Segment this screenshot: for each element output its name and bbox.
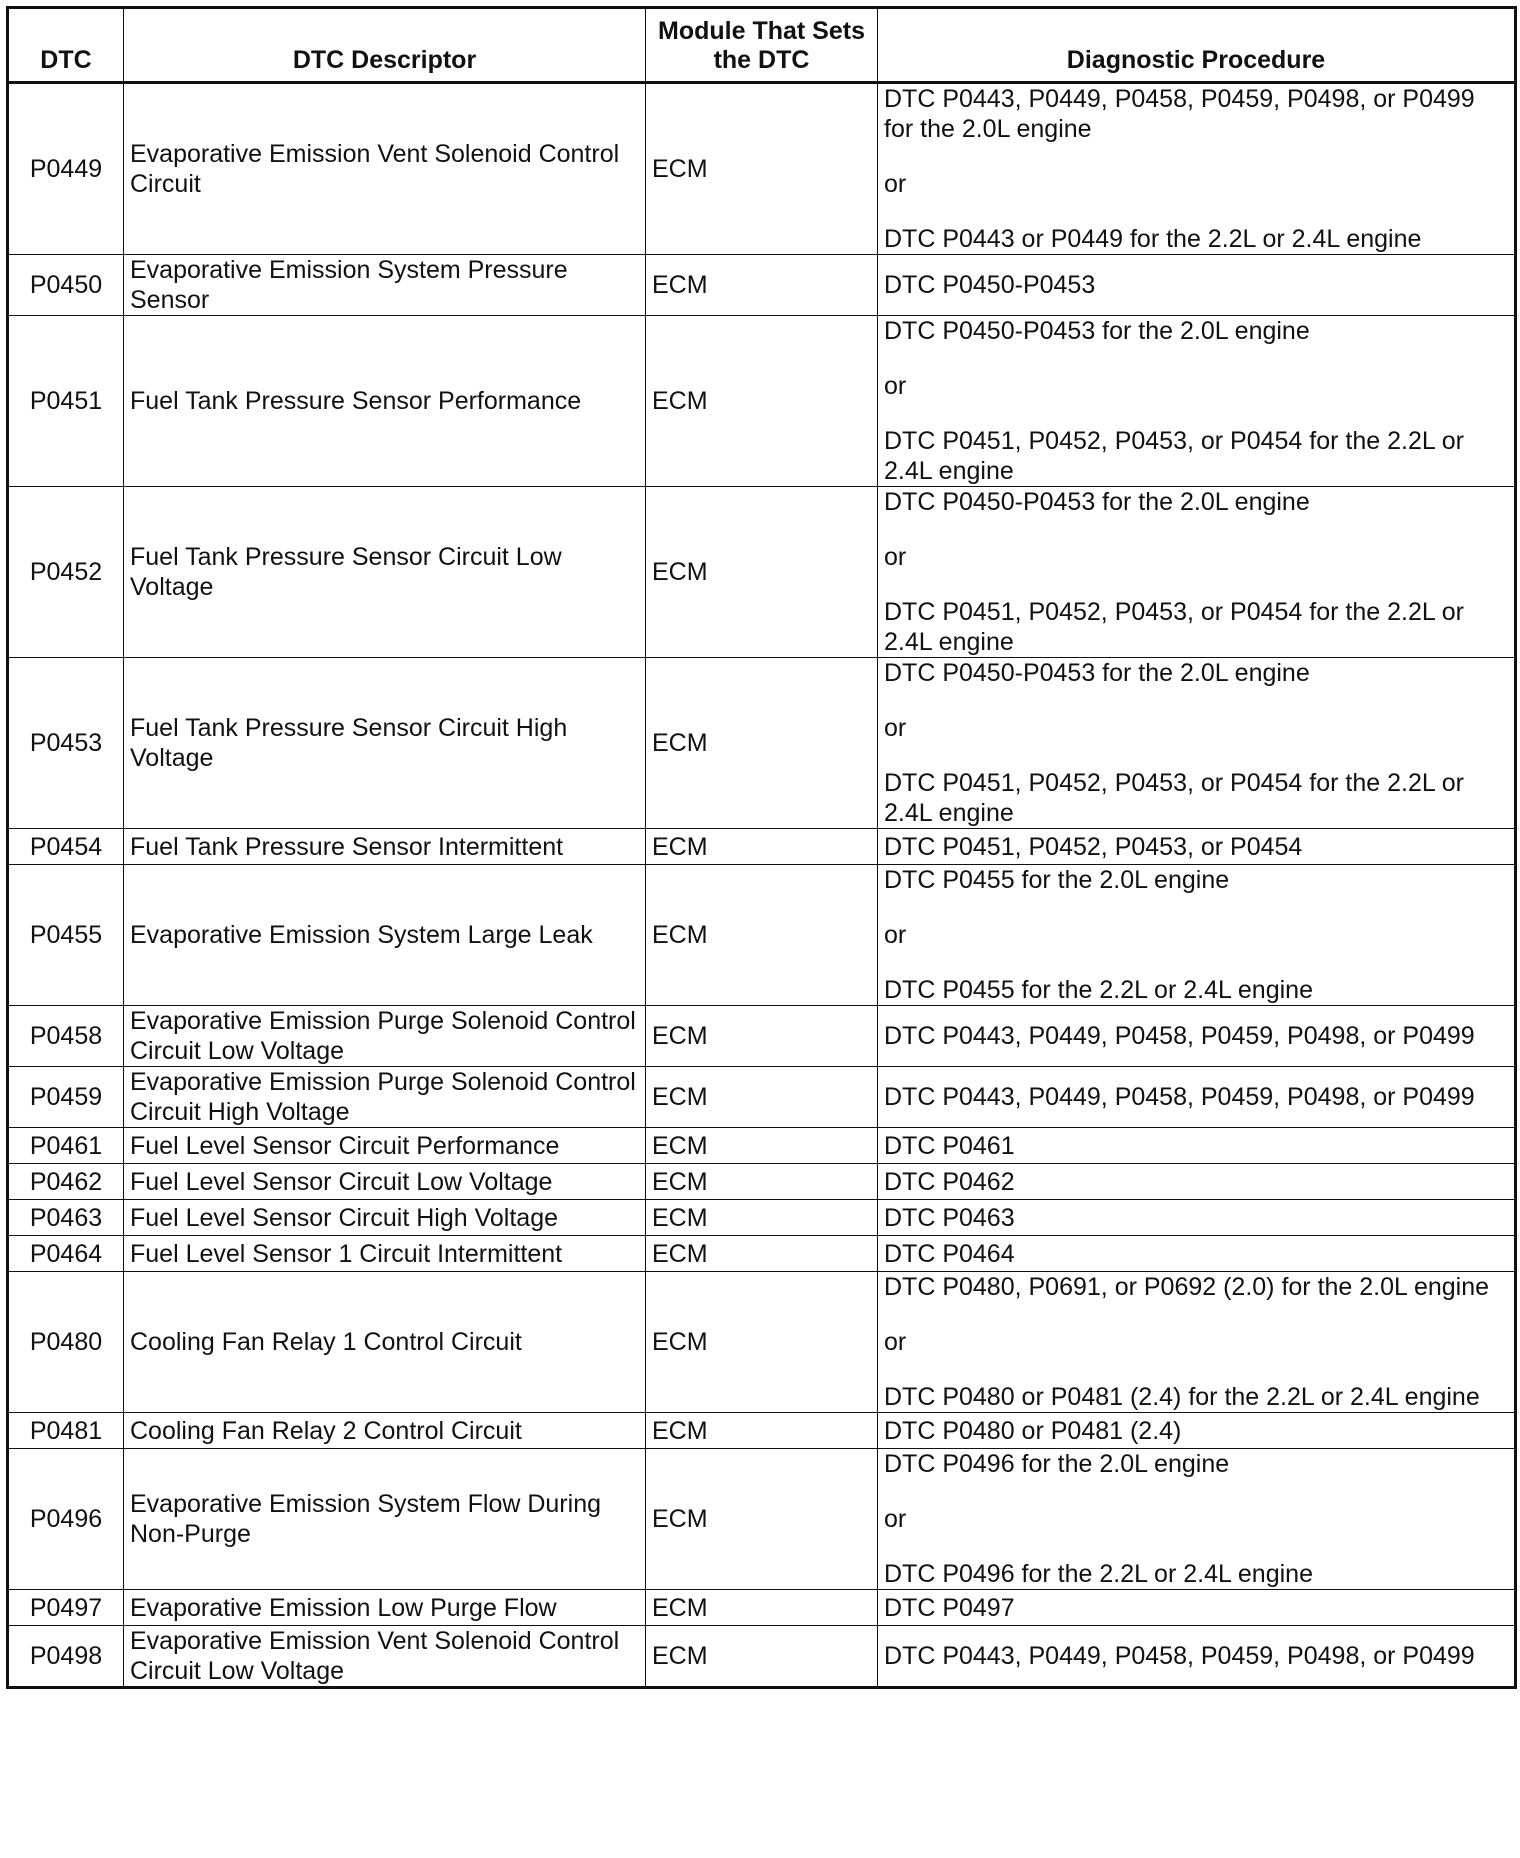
table-row: [8, 1006, 1516, 1067]
paragraph-gap: [884, 346, 1508, 371]
dtc-code-cell: P0451: [8, 316, 124, 487]
table-row: [8, 1449, 1516, 1590]
dtc-code-cell: P0454: [8, 829, 124, 865]
dtc-descriptor-cell: Cooling Fan Relay 2 Control Circuit: [124, 1413, 646, 1449]
procedure-line: DTC P0443, P0449, P0458, P0459, P0498, or P0499 for the 2.0L engine: [884, 85, 1475, 143]
dtc-code-cell: P0458: [8, 1006, 124, 1067]
module-cell: ECM: [646, 1067, 878, 1128]
dtc-descriptor-cell: Cooling Fan Relay 1 Control Circuit: [124, 1272, 646, 1413]
dtc-code-cell: P0463: [8, 1200, 124, 1236]
diagnostic-procedure-cell: [878, 829, 1516, 865]
procedure-line: DTC P0450-P0453 for the 2.0L engine: [884, 488, 1310, 516]
table-row: [8, 658, 1516, 829]
dtc-code-cell: P0462: [8, 1164, 124, 1200]
dtc-code-cell: P0498: [8, 1626, 124, 1688]
diagnostic-procedure-cell: [878, 1236, 1516, 1272]
module-cell: ECM: [646, 255, 878, 316]
module-cell: ECM: [646, 658, 878, 829]
dtc-code-cell: P0449: [8, 83, 124, 255]
procedure-line: DTC P0450-P0453 for the 2.0L engine: [884, 317, 1310, 345]
module-cell: ECM: [646, 487, 878, 658]
paragraph-gap: [884, 688, 1508, 713]
table-row: [8, 316, 1516, 487]
diagnostic-procedure-cell: [878, 83, 1516, 255]
dtc-code-cell: P0455: [8, 865, 124, 1006]
table-row: [8, 1413, 1516, 1449]
procedure-line: DTC P0451, P0452, P0453, or P0454 for the 2.2L or 2.4L engine: [884, 769, 1465, 827]
table-row: [8, 1200, 1516, 1236]
paragraph-gap: [884, 1534, 1508, 1559]
header-procedure: Diagnostic Procedure: [878, 8, 1516, 83]
dtc-descriptor-cell: Fuel Tank Pressure Sensor Intermittent: [124, 829, 646, 865]
dtc-descriptor-cell: Fuel Tank Pressure Sensor Circuit High Voltage: [124, 658, 646, 829]
diagnostic-procedure-cell: [878, 1449, 1516, 1590]
module-cell: ECM: [646, 1006, 878, 1067]
dtc-code-cell: P0453: [8, 658, 124, 829]
dtc-descriptor-cell: Evaporative Emission Purge Solenoid Control Circuit High Voltage: [124, 1067, 646, 1128]
procedure-or-separator: or: [884, 1505, 907, 1533]
paragraph-gap: [884, 1357, 1508, 1382]
diagnostic-procedure-cell: [878, 1067, 1516, 1128]
diagnostic-procedure-cell: [878, 1413, 1516, 1449]
paragraph-gap: [884, 950, 1508, 975]
diagnostic-procedure-cell: [878, 1164, 1516, 1200]
module-cell: ECM: [646, 829, 878, 865]
module-cell: ECM: [646, 1200, 878, 1236]
dtc-descriptor-cell: Evaporative Emission System Flow During Non-Purge: [124, 1449, 646, 1590]
procedure-or-separator: or: [884, 170, 907, 198]
header-module: Module That Sets the DTC: [646, 8, 878, 83]
diagnostic-procedure-cell: [878, 658, 1516, 829]
table-row: [8, 487, 1516, 658]
paragraph-gap: [884, 144, 1508, 169]
header-row: [8, 8, 1516, 83]
diagnostic-procedure-cell: [878, 1200, 1516, 1236]
table-row: [8, 829, 1516, 865]
table-row: [8, 1590, 1516, 1626]
procedure-line: DTC P0462: [884, 1167, 1015, 1196]
module-cell: ECM: [646, 316, 878, 487]
table-row: [8, 83, 1516, 255]
dtc-code-cell: P0459: [8, 1067, 124, 1128]
procedure-or-separator: or: [884, 1328, 907, 1356]
paragraph-gap: [884, 401, 1508, 426]
module-cell: ECM: [646, 83, 878, 255]
procedure-line: DTC P0497: [884, 1593, 1015, 1622]
procedure-line: DTC P0450-P0453: [884, 271, 1096, 299]
procedure-line: DTC P0455 for the 2.0L engine: [884, 866, 1230, 894]
dtc-code-cell: P0481: [8, 1413, 124, 1449]
module-cell: ECM: [646, 1272, 878, 1413]
table-row: [8, 1626, 1516, 1688]
dtc-descriptor-cell: Evaporative Emission Purge Solenoid Control Circuit Low Voltage: [124, 1006, 646, 1067]
diagnostic-procedure-cell: [878, 487, 1516, 658]
paragraph-gap: [884, 1479, 1508, 1504]
procedure-line: DTC P0450-P0453 for the 2.0L engine: [884, 659, 1310, 687]
procedure-line: DTC P0443 or P0449 for the 2.2L or 2.4L engine: [884, 225, 1422, 253]
procedure-or-separator: or: [884, 714, 907, 742]
procedure-line: DTC P0463: [884, 1203, 1015, 1232]
dtc-descriptor-cell: Evaporative Emission System Pressure Sensor: [124, 255, 646, 316]
procedure-line: DTC P0451, P0452, P0453, or P0454 for the 2.2L or 2.4L engine: [884, 427, 1465, 485]
dtc-table: [6, 6, 1517, 1689]
procedure-line: DTC P0464: [884, 1239, 1015, 1268]
header-dtc: DTC: [8, 8, 124, 83]
dtc-code-cell: P0461: [8, 1128, 124, 1164]
dtc-descriptor-cell: Fuel Level Sensor Circuit Performance: [124, 1128, 646, 1164]
diagnostic-procedure-cell: [878, 1272, 1516, 1413]
dtc-code-cell: P0464: [8, 1236, 124, 1272]
dtc-descriptor-cell: Fuel Level Sensor 1 Circuit Intermittent: [124, 1236, 646, 1272]
module-cell: ECM: [646, 1413, 878, 1449]
procedure-line: DTC P0443, P0449, P0458, P0459, P0498, or P0499: [884, 1022, 1475, 1050]
table-row: [8, 255, 1516, 316]
table-row: [8, 1236, 1516, 1272]
procedure-line: DTC P0496 for the 2.2L or 2.4L engine: [884, 1560, 1313, 1588]
procedure-line: DTC P0443, P0449, P0458, P0459, P0498, or P0499: [884, 1083, 1475, 1111]
table-row: [8, 865, 1516, 1006]
dtc-code-cell: P0480: [8, 1272, 124, 1413]
module-cell: ECM: [646, 1626, 878, 1688]
dtc-descriptor-cell: Fuel Level Sensor Circuit Low Voltage: [124, 1164, 646, 1200]
paragraph-gap: [884, 199, 1508, 224]
paragraph-gap: [884, 895, 1508, 920]
procedure-line: DTC P0443, P0449, P0458, P0459, P0498, or P0499: [884, 1642, 1475, 1670]
module-cell: ECM: [646, 1128, 878, 1164]
procedure-line: DTC P0461: [884, 1131, 1015, 1160]
procedure-or-separator: or: [884, 921, 907, 949]
table-row: [8, 1164, 1516, 1200]
diagnostic-procedure-cell: [878, 1128, 1516, 1164]
dtc-descriptor-cell: Evaporative Emission System Large Leak: [124, 865, 646, 1006]
dtc-descriptor-cell: Evaporative Emission Vent Solenoid Control Circuit: [124, 83, 646, 255]
paragraph-gap: [884, 517, 1508, 542]
procedure-line: DTC P0496 for the 2.0L engine: [884, 1450, 1230, 1478]
diagnostic-procedure-cell: [878, 1006, 1516, 1067]
dtc-code-cell: P0450: [8, 255, 124, 316]
procedure-line: DTC P0480, P0691, or P0692 (2.0) for the 2.0L engine: [884, 1273, 1490, 1301]
module-cell: ECM: [646, 1164, 878, 1200]
dtc-descriptor-cell: Fuel Tank Pressure Sensor Performance: [124, 316, 646, 487]
procedure-line: DTC P0451, P0452, P0453, or P0454: [884, 832, 1303, 861]
module-cell: ECM: [646, 865, 878, 1006]
table-row: [8, 1067, 1516, 1128]
procedure-or-separator: or: [884, 372, 907, 400]
table-row: [8, 1128, 1516, 1164]
header-descriptor: DTC Descriptor: [124, 8, 646, 83]
table-header: [8, 8, 1516, 83]
module-cell: ECM: [646, 1590, 878, 1626]
table-row: [8, 1272, 1516, 1413]
dtc-code-cell: P0497: [8, 1590, 124, 1626]
paragraph-gap: [884, 743, 1508, 768]
diagnostic-procedure-cell: [878, 255, 1516, 316]
dtc-descriptor-cell: Fuel Tank Pressure Sensor Circuit Low Voltage: [124, 487, 646, 658]
module-cell: ECM: [646, 1236, 878, 1272]
diagnostic-procedure-cell: [878, 1626, 1516, 1688]
paragraph-gap: [884, 572, 1508, 597]
procedure-line: DTC P0480 or P0481 (2.4) for the 2.2L or 2.4L engine: [884, 1383, 1480, 1411]
module-cell: ECM: [646, 1449, 878, 1590]
diagnostic-procedure-cell: [878, 1590, 1516, 1626]
dtc-descriptor-cell: Evaporative Emission Vent Solenoid Control Circuit Low Voltage: [124, 1626, 646, 1688]
dtc-descriptor-cell: Evaporative Emission Low Purge Flow: [124, 1590, 646, 1626]
diagnostic-procedure-cell: [878, 865, 1516, 1006]
diagnostic-procedure-cell: [878, 316, 1516, 487]
dtc-descriptor-cell: Fuel Level Sensor Circuit High Voltage: [124, 1200, 646, 1236]
procedure-line: DTC P0480 or P0481 (2.4): [884, 1416, 1182, 1445]
paragraph-gap: [884, 1302, 1508, 1327]
procedure-line: DTC P0451, P0452, P0453, or P0454 for the 2.2L or 2.4L engine: [884, 598, 1465, 656]
procedure-or-separator: or: [884, 543, 907, 571]
table-body: [8, 83, 1516, 1688]
dtc-code-cell: P0496: [8, 1449, 124, 1590]
dtc-code-cell: P0452: [8, 487, 124, 658]
procedure-line: DTC P0455 for the 2.2L or 2.4L engine: [884, 976, 1313, 1004]
